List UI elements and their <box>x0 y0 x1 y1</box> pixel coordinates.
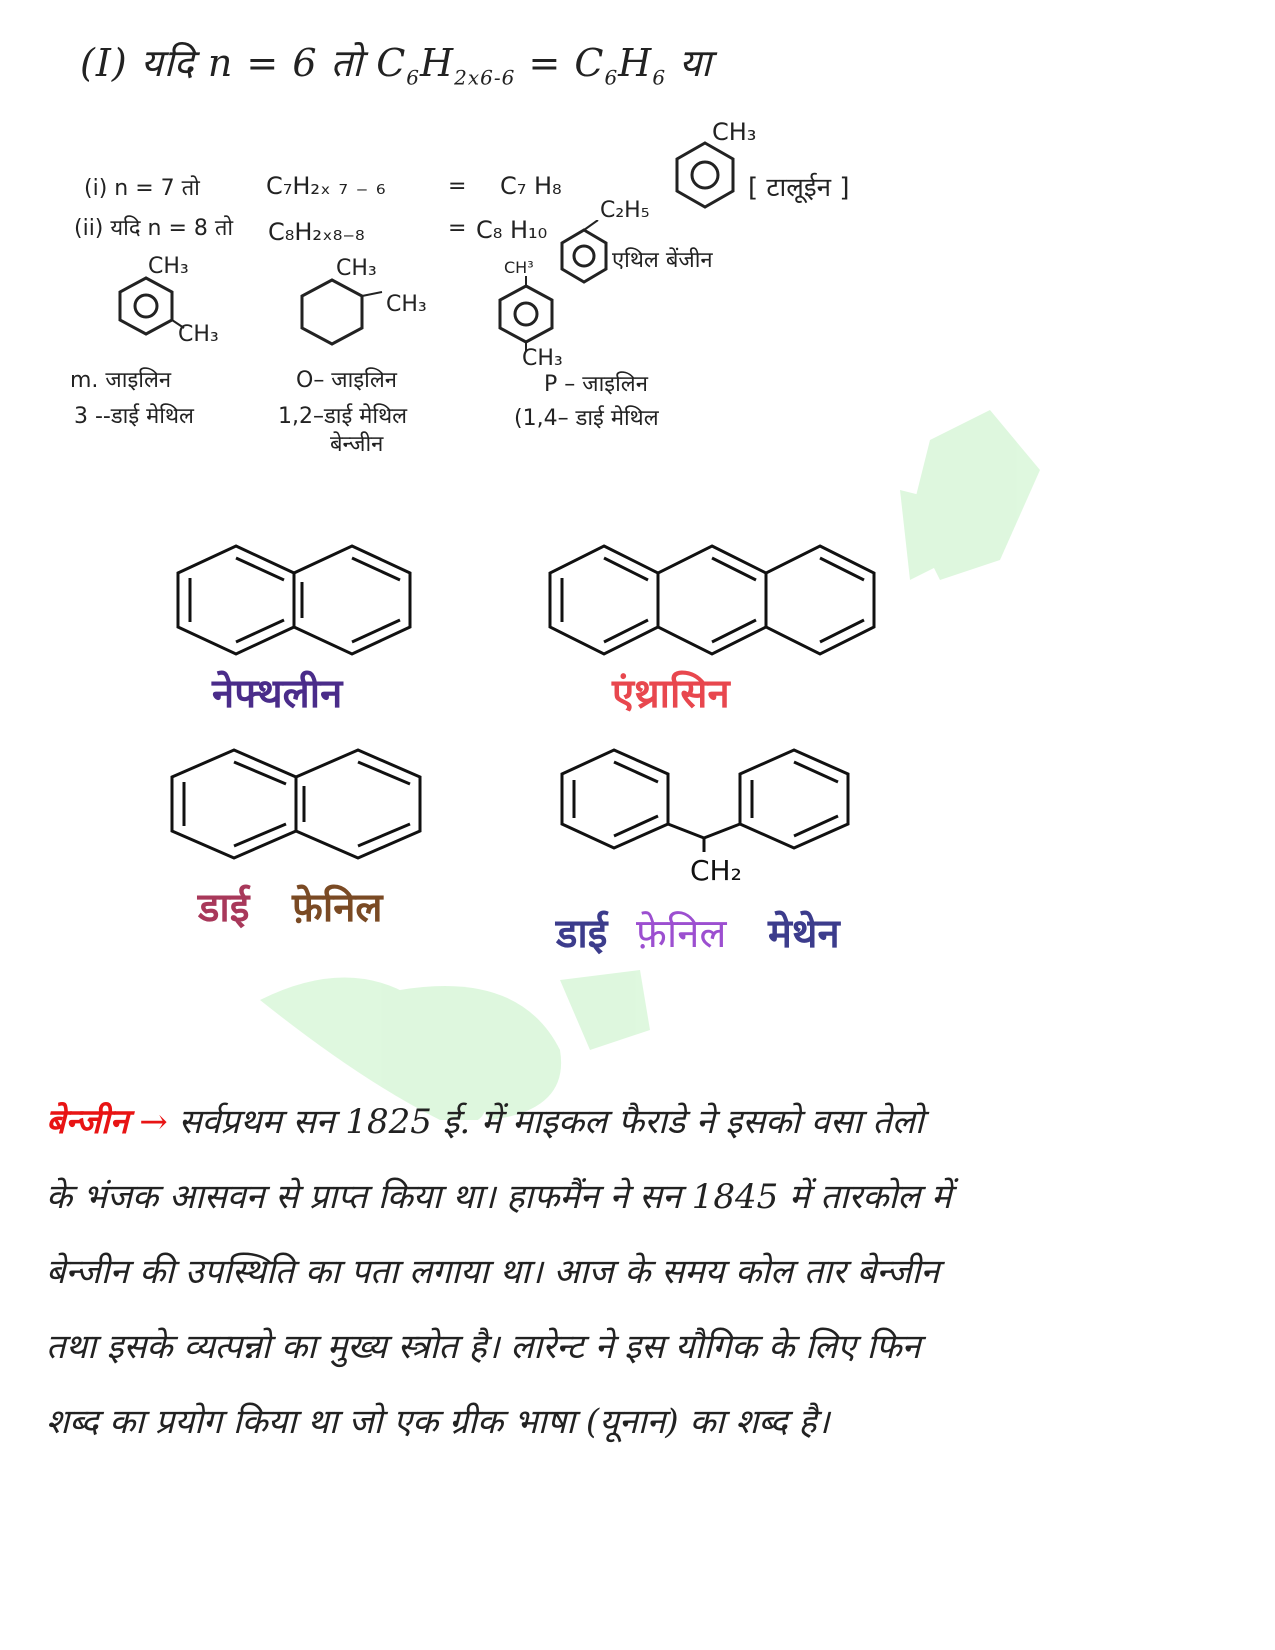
formula-line1-label: (i) n = 7 तो <box>84 176 200 201</box>
formula-line2-formula: C₈H₂ₓ₈₋₈ <box>268 218 365 246</box>
o-xylene-name: O– जाइलिन <box>296 368 397 393</box>
ethylbenzene-ring <box>558 220 610 290</box>
diphenylmethane-name3: मेथेन <box>768 911 840 957</box>
m-xylene-group1: CH₃ <box>148 254 189 279</box>
ethylbenzene-name: एथिल बेंजीन <box>612 248 713 273</box>
p-xylene-desc: (1,4– डाई मेथिल <box>514 406 659 431</box>
diphenylmethane-name1: डाई <box>556 911 608 957</box>
p-xylene-name: P – जाइलिन <box>544 372 648 397</box>
o-xylene-group1: CH₃ <box>336 256 377 281</box>
paragraph-line-1: बेन्जीन → सर्वप्रथम सन 1825 ई. में माइकल फैराडे ने इसको वसा तेलो <box>46 1102 924 1142</box>
m-xylene-group2: CH₃ <box>178 322 219 347</box>
paragraph-lead: बेन्जीन <box>46 1102 129 1142</box>
formula-line2-eq: = <box>448 216 467 241</box>
formula-line2-result: C₈ H₁₀ <box>476 216 548 244</box>
naphthalene-name: नेफ्थलीन <box>212 671 343 717</box>
m-xylene-desc: 3 --डाई मेथिल <box>74 404 194 429</box>
diphenylmethane-name2: फ़ेनिल <box>636 911 727 957</box>
paragraph-line-3: बेन्जीन की उपस्थिति का पता लगाया था। आज के समय कोल तार बेन्जीन <box>46 1252 940 1292</box>
toluene-group: CH₃ <box>712 118 757 146</box>
heading-formula: (I) यदि n = 6 तो $C_6H_{2x6-6} = C_6H_6$ या <box>80 41 713 90</box>
arrow-icon: → <box>139 1102 168 1142</box>
diphenyl-name1: डाई <box>198 885 250 931</box>
formula-line1-formula: C₇H₂ₓ ₇ ₋ ₆ <box>266 172 386 200</box>
o-xylene-desc2: बेन्जीन <box>330 432 384 457</box>
paragraph-line-5: शब्द का प्रयोग किया था जो एक ग्रीक भाषा (यूनान) का शब्द है। <box>46 1402 830 1442</box>
p-xylene-ring <box>494 276 560 356</box>
anthracene-structure <box>544 538 884 662</box>
diphenyl-structure <box>164 742 434 866</box>
o-xylene-group2: CH₃ <box>386 292 427 317</box>
p-xylene-group1: CH³ <box>504 258 534 277</box>
anthracene-name: एंथ्रासिन <box>612 671 730 717</box>
toluene-ring <box>670 140 740 210</box>
ethylbenzene-group: C₂H₅ <box>600 198 650 223</box>
heading-prefix: (I) यदि n = 6 तो C <box>80 41 407 85</box>
benzene-paragraph <box>46 1085 1236 1460</box>
paragraph-line-2: के भंजक आसवन से प्राप्त किया था। हाफमैंन ने सन 1845 में तारकोल में <box>46 1177 952 1217</box>
m-xylene-name: m. जाइलिन <box>70 368 172 393</box>
toluene-name: [ टालूईन ] <box>748 173 850 203</box>
diphenyl-name2: फ़ेनिल <box>292 885 383 931</box>
formula-line1-result: C₇ H₈ <box>500 172 562 200</box>
formula-line2-label: (ii) यदि n = 8 तो <box>74 216 234 241</box>
diphenylmethane-group: CH₂ <box>690 854 742 887</box>
formula-line1-eq: = <box>448 174 467 199</box>
o-xylene-desc: 1,2–डाई मेथिल <box>278 404 408 429</box>
o-xylene-ring <box>296 274 386 354</box>
paragraph-line-4: तथा इसके व्यत्पन्नो का मुख्य स्त्रोत है। लारेन्ट ने इस यौगिक के लिए फिन <box>46 1327 921 1367</box>
diphenylmethane-structure <box>558 744 858 864</box>
p-xylene-group2: CH₃ <box>522 346 563 371</box>
naphthalene-structure <box>170 538 426 662</box>
